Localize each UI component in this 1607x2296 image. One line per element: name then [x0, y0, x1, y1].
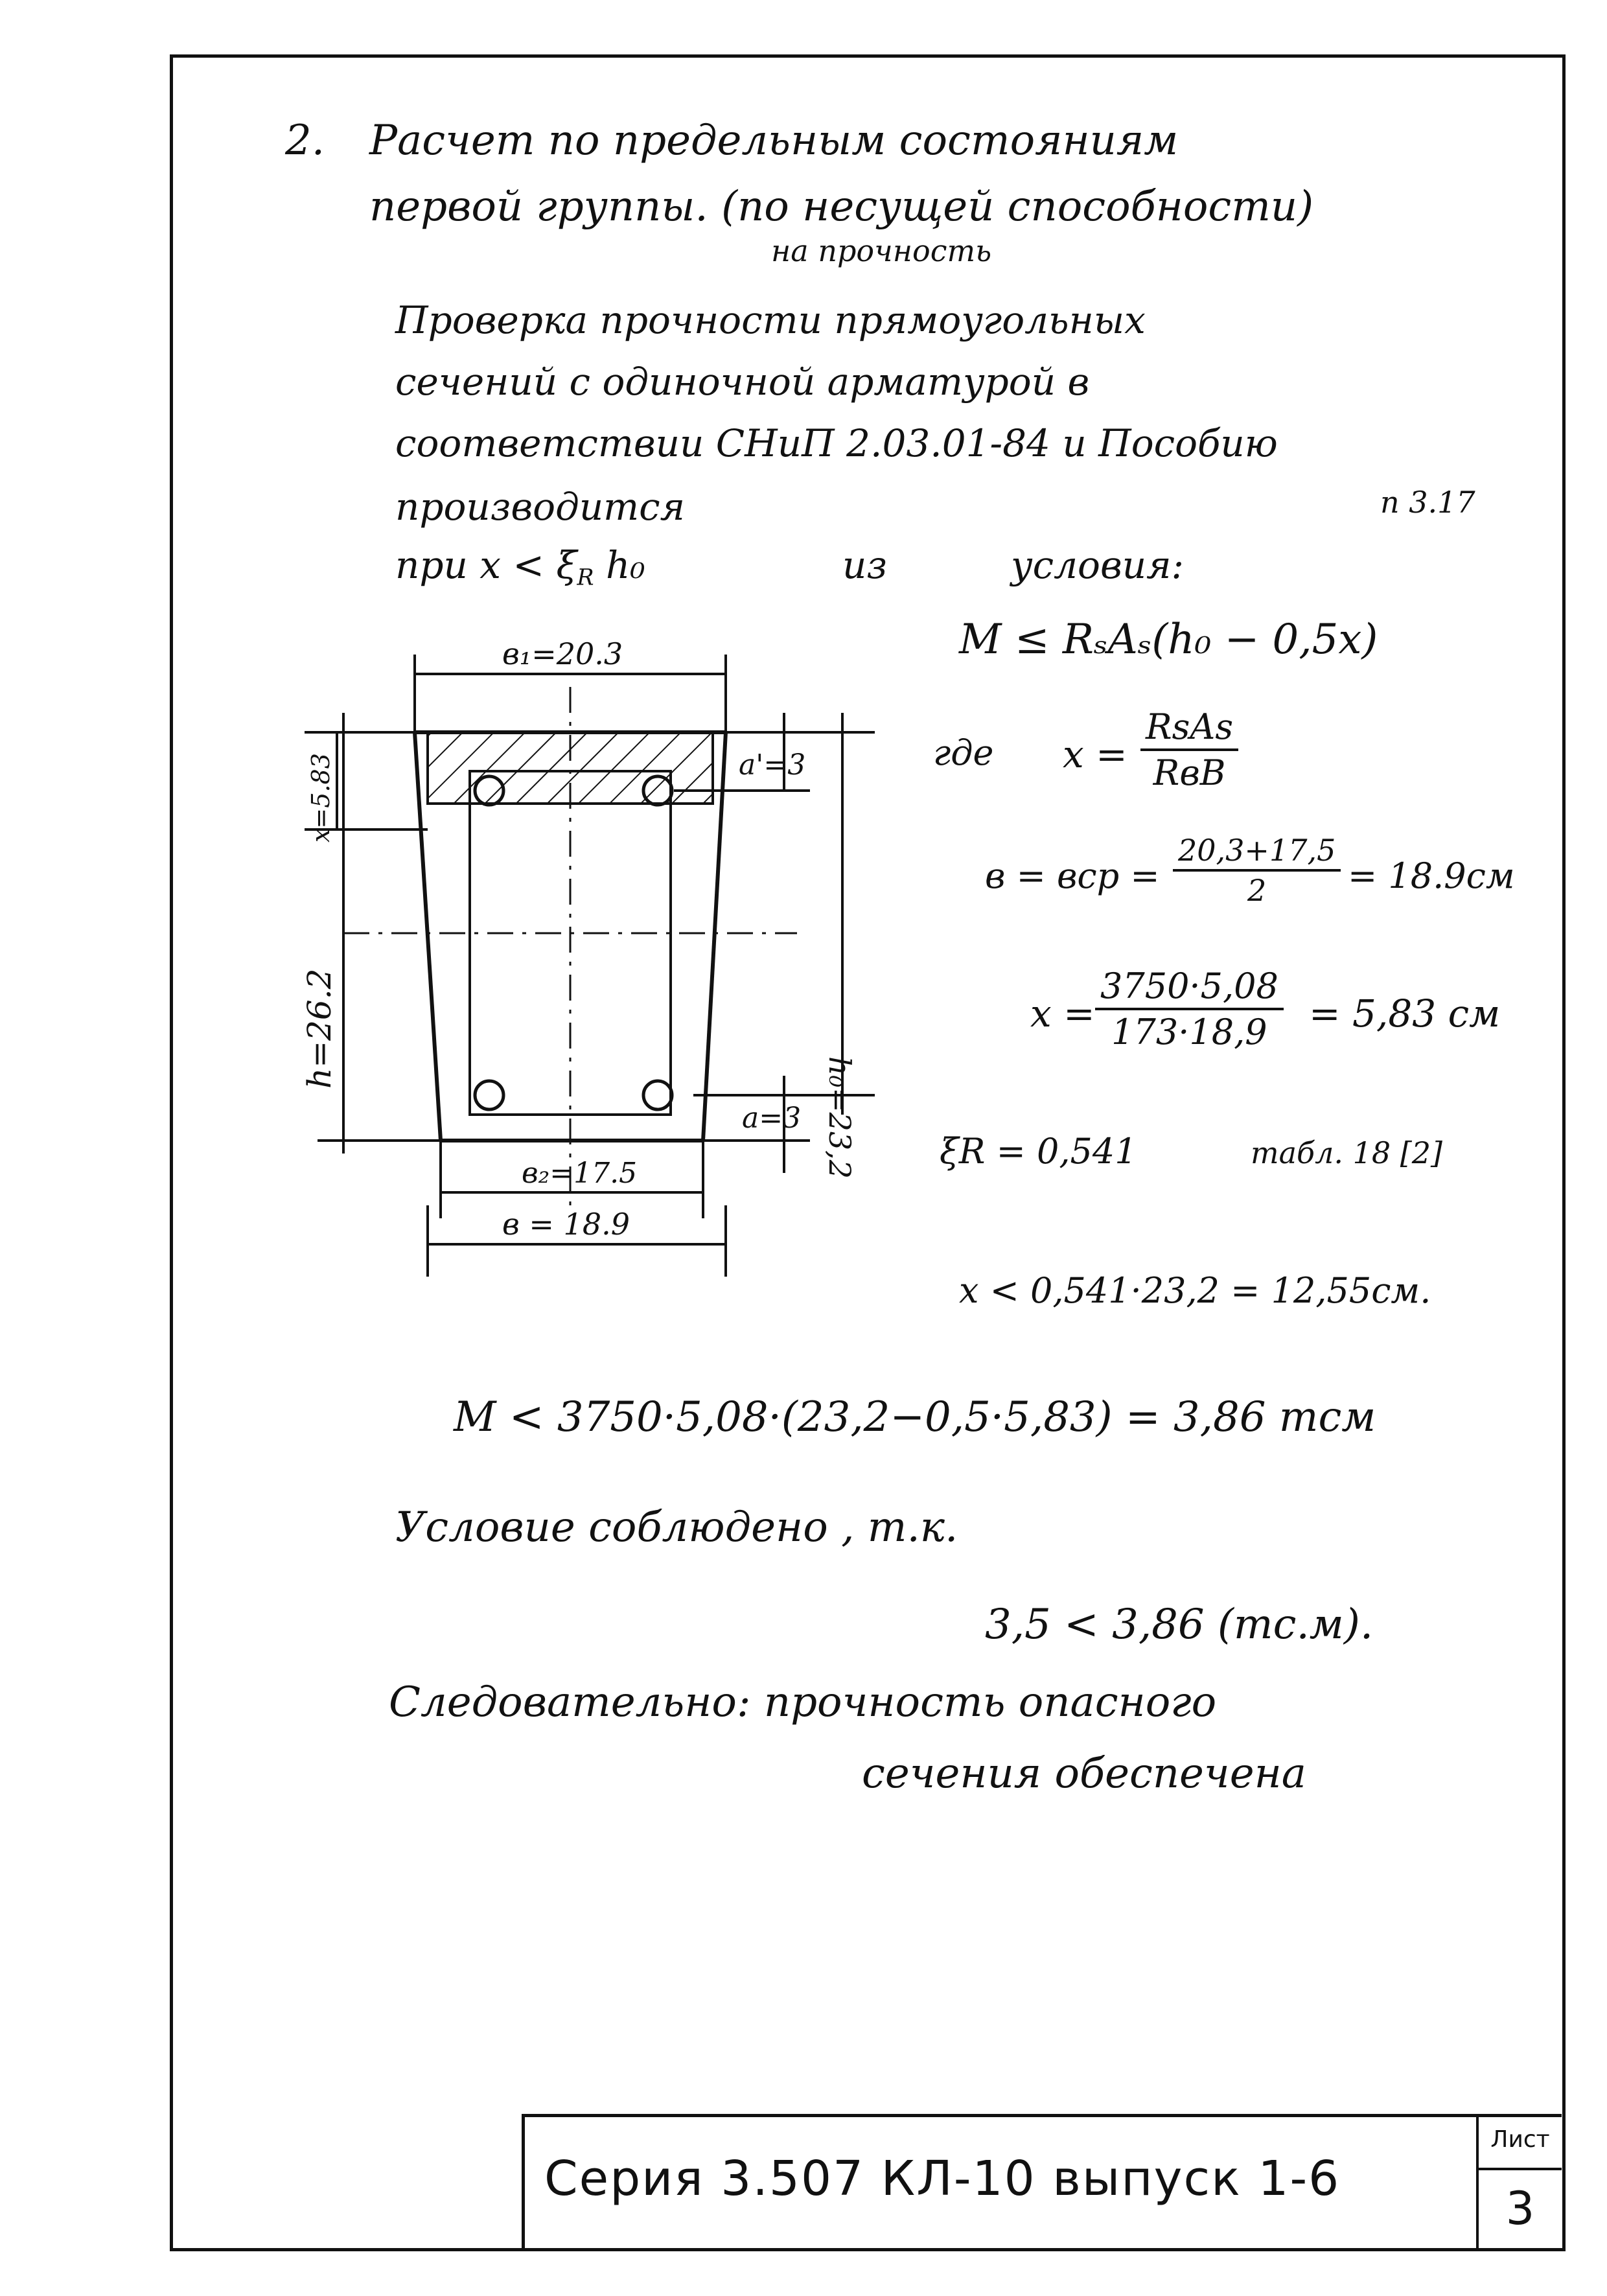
sheet-box [1476, 2117, 1562, 2248]
conclusion-line2: 3,5 < 3,86 (тс.м). [985, 1601, 1374, 1649]
intro-line5-c: из [842, 543, 887, 587]
series-label: Серия 3.507 КЛ-10 выпуск 1-6 [544, 2151, 1341, 2207]
formula-xcheck: x < 0,541·23,2 = 12,55см. [959, 1270, 1431, 1311]
intro-line1: Проверка прочности прямоугольных [395, 298, 1146, 342]
cross-section-diagram [279, 635, 914, 1303]
heading-line1: Расчет по предельным состояниям [369, 117, 1179, 165]
formula-x-num: RsAs [1140, 706, 1238, 751]
intro-line3: соответствии СНиП 2.03.01-84 и Пособию [395, 421, 1278, 465]
intro-line5-b: h₀ [606, 543, 645, 587]
rebars [475, 776, 672, 1109]
formula-xi-ref: табл. 18 [2] [1251, 1135, 1442, 1170]
dim-b-avg-label: в = 18.9 [502, 1207, 630, 1242]
formula-x2-num: 3750·5,08 [1095, 966, 1284, 1010]
formula-x2-lhs: x = [1030, 991, 1095, 1036]
dim-a-bottom-label: a=3 [742, 1102, 802, 1135]
conclusion-line1: Условие соблюдено , т.к. [395, 1503, 958, 1551]
heading-line2: первой группы. (по несущей способности) [369, 183, 1314, 231]
formula-x-den: RвB [1153, 752, 1226, 793]
formula-b-num: 20,3+17,5 [1173, 833, 1341, 872]
title-stamp [522, 2114, 1562, 2248]
intro-line5-d: условия: [1011, 543, 1185, 587]
formula-x2-den: 173·18,9 [1111, 1012, 1267, 1052]
intro-line5-a: при x < ξ [395, 543, 577, 587]
dim-h0-label: h₀=23,2 [822, 1056, 857, 1179]
intro-line5 [395, 543, 645, 590]
dim-x-label: x=5.83 [306, 753, 335, 842]
formula-condition: M ≤ RₛAₛ(h₀ − 0,5x) [959, 616, 1378, 664]
heading-line3: на прочность [771, 233, 992, 268]
formula-x-fraction [1140, 706, 1238, 793]
formula-moment: M < 3750·5,08·(23,2−0,5·5,83) = 3,86 тсм [454, 1393, 1376, 1441]
formula-b-fraction [1173, 833, 1341, 908]
formula-x2-fraction [1095, 966, 1284, 1052]
dim-h-label: h=26.2 [301, 968, 338, 1089]
formula-where: где [933, 732, 994, 773]
formula-b-lhs: в = вср = [985, 855, 1160, 896]
formula-x2-rhs: = 5,83 см [1309, 991, 1501, 1036]
intro-line5-sub: R [577, 564, 594, 591]
intro-ref: п 3.17 [1380, 485, 1475, 520]
dim-b2-label: в₂=17.5 [522, 1157, 638, 1190]
sheet-number: 3 [1505, 2182, 1535, 2235]
dim-a-top-label: a'=3 [739, 748, 806, 782]
intro-line2: сечений с одиночной арматурой в [395, 360, 1090, 404]
intro-line4: производится [395, 485, 686, 529]
conclusion-line3: Следовательно: прочность опасного [389, 1678, 1217, 1726]
dim-b1-label: в₁=20.3 [502, 636, 623, 671]
sheet-label: Лист [1490, 2126, 1550, 2153]
formula-b-den: 2 [1247, 873, 1267, 908]
formula-xi: ξR = 0,541 [940, 1131, 1137, 1172]
conclusion-line4: сечения обеспечена [862, 1750, 1306, 1798]
sheet-divider [1479, 2168, 1562, 2170]
formula-b-rhs: = 18.9см [1348, 855, 1515, 896]
formula-x-lhs: x = [1063, 732, 1127, 776]
heading-number: 2. [285, 117, 325, 165]
